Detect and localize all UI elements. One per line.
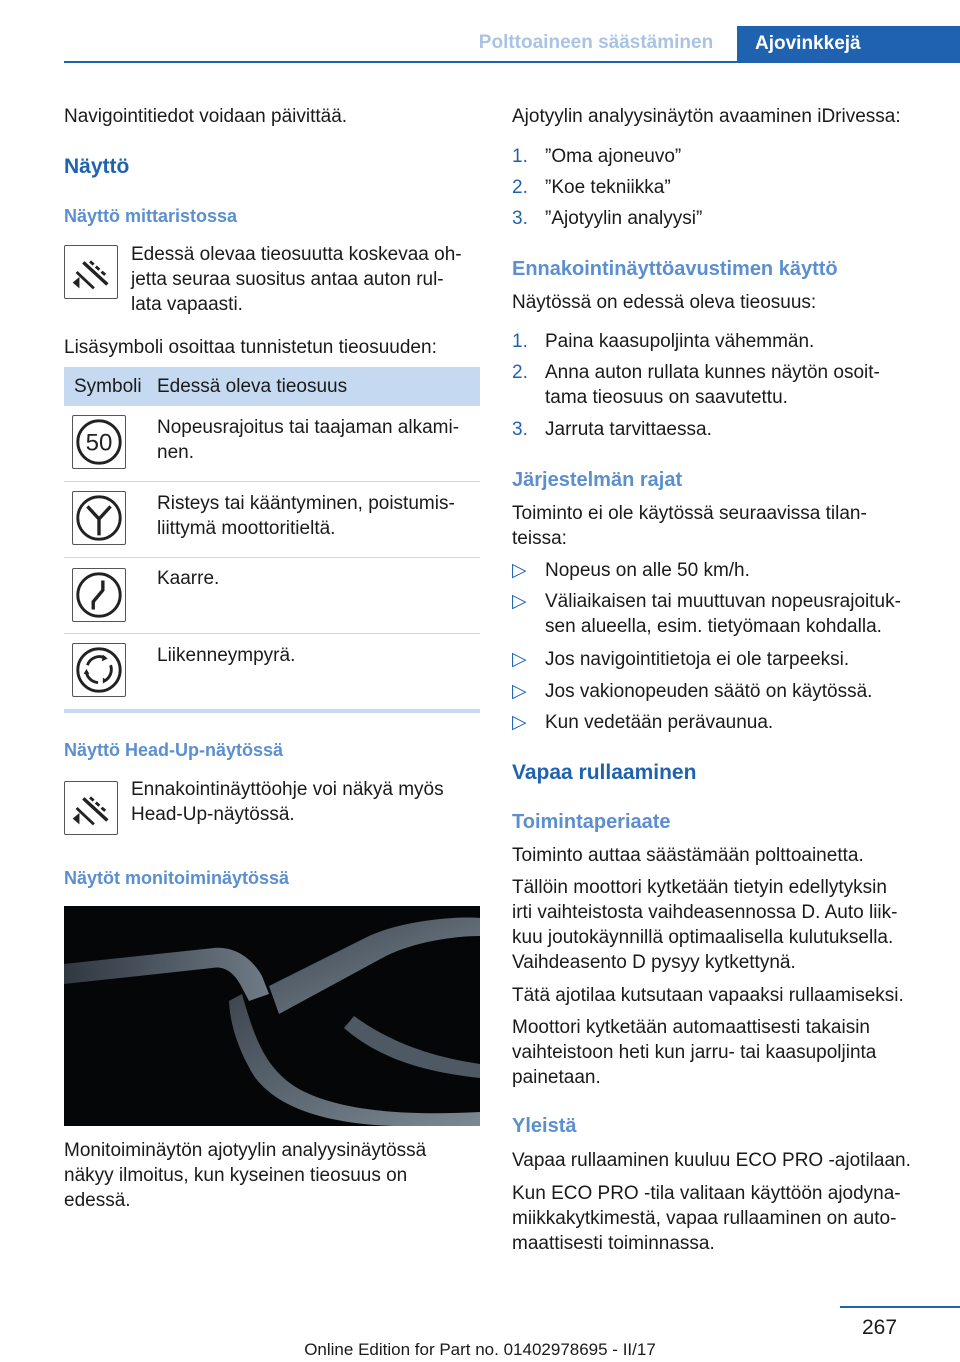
- table-row-divider: [64, 481, 480, 482]
- heading-vapaa: Vapaa rullaaminen: [512, 761, 697, 784]
- symbol-table-header: [64, 367, 480, 406]
- limits-list: [512, 558, 942, 741]
- headup-text: Ennakointinäyttöohje voi näkyä myös Head-Up-näytössä.: [131, 779, 444, 825]
- kaytto-intro: Näytössä on edessä oleva tieosuus:: [512, 292, 817, 313]
- page-number: 267: [862, 1316, 898, 1339]
- footer-rule: [840, 1306, 960, 1308]
- list-item: 2. Anna auton rullata kunnes näytön osoit- tama tieosuus on saavutettu.: [512, 362, 880, 408]
- heading-periaate: Toimintaperiaate: [512, 811, 671, 833]
- table-end-rule: [64, 709, 480, 713]
- lisasymboli-text: Lisäsymboli osoittaa tunnistetun tieosuuden:: [64, 337, 437, 358]
- open-steps-list: [512, 144, 932, 237]
- list-item: ▷ Jos navigointitietoja ei ole tarpeeksi.: [512, 649, 850, 670]
- mittaristo-text: Edessä olevaa tieosuutta koskevaa oh- jetta seuraa suositus antaa auton rul- lata vapaasti.: [131, 244, 462, 315]
- header-rule: [64, 61, 960, 63]
- periaate-p1: Toiminto auttaa säästämään polttoainetta.: [512, 845, 864, 866]
- list-item: 3. Jarruta tarvittaessa.: [512, 419, 712, 440]
- yleista-p1: Vapaa rullaaminen kuuluu ECO PRO -ajotilaan.: [512, 1150, 911, 1171]
- heading-naytto: Näyttö: [64, 155, 130, 178]
- list-item: ▷ Kun vedetään perävaunua.: [512, 712, 774, 733]
- control-display-image: [64, 906, 480, 1126]
- periaate-p2: Tällöin moottori kytketään tietyin edellytyksin irti vaihteistosta vaihdeasennossa D. Auto liik- kuu joutokäynnillä optimaalisella kulutuksella. Vaihdeasento D pysyy kytkettynä.: [512, 877, 898, 973]
- list-item: 1. ”Oma ajoneuvo”: [512, 146, 682, 167]
- heading-kaytto: Ennakointinäyttöavustimen käyttö: [512, 258, 838, 280]
- heading-yleista: Yleistä: [512, 1115, 577, 1137]
- left-intro: Navigointitiedot voidaan päivittää.: [64, 106, 348, 127]
- roundabout-icon: [72, 643, 126, 697]
- use-steps-list: [512, 329, 932, 448]
- junction-icon: [72, 491, 126, 545]
- list-item: 2. ”Koe tekniikka”: [512, 177, 671, 198]
- rajat-intro: Toiminto ei ole käytössä seuraavissa tilan- teissa:: [512, 503, 867, 549]
- heading-rajat: Järjestelmän rajat: [512, 469, 683, 491]
- periaate-p3: Tätä ajotilaa kutsutaan vapaaksi rullaamiseksi.: [512, 985, 904, 1006]
- col-header-symbol: Symboli: [74, 376, 142, 397]
- header-section-tab[interactable]: Polttoaineen säästäminen: [478, 32, 714, 53]
- heading-headup: Näyttö Head-Up-näytössä: [64, 740, 284, 760]
- list-item: ▷ Jos vakionopeuden säätö on käytössä.: [512, 681, 873, 702]
- table-row-2-desc: Risteys tai kääntyminen, poistumis- liittymä moottoritieltä.: [157, 493, 455, 539]
- header-chapter-tab[interactable]: Ajovinkkejä: [737, 26, 960, 62]
- speed-limit-50-icon: [72, 415, 126, 469]
- table-row-1-desc: Nopeusrajoitus tai taajaman alkami- nen.: [157, 417, 460, 463]
- table-row-3-desc: Kaarre.: [157, 568, 220, 589]
- yleista-p2: Kun ECO PRO -tila valitaan käyttöön ajodyna- miikkakytkimestä, vapaa rullaaminen on auto- maattisesti toiminnassa.: [512, 1183, 901, 1254]
- list-item: ▷ Nopeus on alle 50 km/h.: [512, 560, 750, 581]
- edition-line: Online Edition for Part no. 01402978695 - II/17: [304, 1340, 656, 1359]
- col-header-description: Edessä oleva tieosuus: [157, 376, 348, 397]
- right-intro: Ajotyylin analyysinäytön avaaminen iDrivessa:: [512, 106, 901, 127]
- list-item: 3. ”Ajotyylin analyysi”: [512, 208, 703, 229]
- table-row-divider: [64, 633, 480, 634]
- coasting-indicator-icon: [64, 245, 118, 299]
- table-row-divider: [64, 557, 480, 558]
- heading-monitoimi: Näytöt monitoiminäytössä: [64, 868, 290, 888]
- svg-text:50: 50: [85, 429, 113, 457]
- curve-icon: [72, 568, 126, 622]
- table-row-4-desc: Liikenneympyrä.: [157, 645, 296, 666]
- heading-mittaristo: Näyttö mittaristossa: [64, 206, 238, 226]
- image-caption: Monitoiminäytön ajotyylin analyysinäytössä näkyy ilmoitus, kun kyseinen tieosuus on edessä.: [64, 1140, 427, 1211]
- list-item: ▷ Väliaikaisen tai muuttuvan nopeusrajoituk- sen alueella, esim. tietyömaan kohdalla.: [512, 591, 901, 637]
- periaate-p4: Moottori kytketään automaattisesti takaisin vaihteistoon heti kun jarru- tai kaasupoljinta painetaan.: [512, 1017, 877, 1088]
- list-item: 1. Paina kaasupoljinta vähemmän.: [512, 331, 815, 352]
- coasting-indicator-icon: [64, 781, 118, 835]
